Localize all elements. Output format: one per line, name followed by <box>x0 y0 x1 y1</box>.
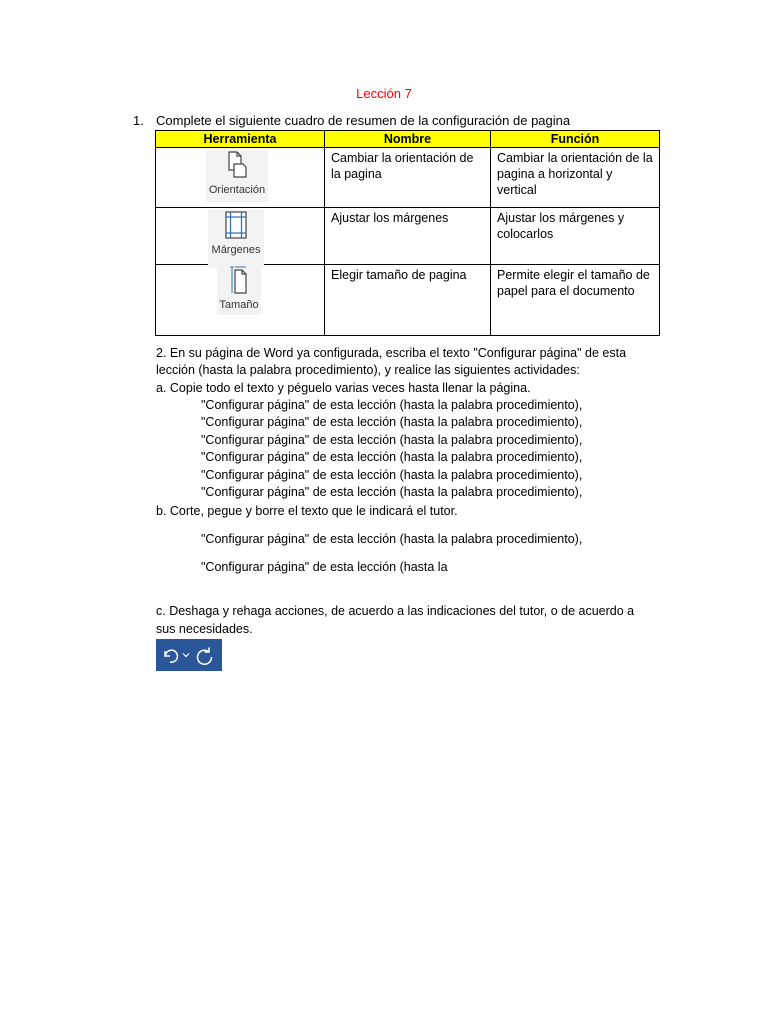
undo-button[interactable] <box>160 639 180 671</box>
name-cell: Ajustar los márgenes <box>325 208 491 265</box>
orientation-label: Orientación <box>208 184 266 196</box>
size-label: Tamaño <box>219 299 259 311</box>
table-row <box>156 148 660 208</box>
header-name: Nombre <box>325 131 491 148</box>
undo-icon <box>161 646 179 664</box>
tool-cell <box>156 265 325 336</box>
item-b-line-1: "Configurar página" de esta lección (hasta la palabra procedimiento), <box>201 532 583 546</box>
item-c-line-2: sus necesidades. <box>156 622 253 636</box>
margins-tool[interactable] <box>208 210 264 268</box>
table-row <box>156 208 660 265</box>
chevron-down-icon <box>182 651 190 659</box>
question-1-number: 1. <box>133 113 144 128</box>
repeated-line: "Configurar página" de esta lección (hasta la palabra procedimiento), <box>201 450 583 464</box>
question-1-text: Complete el siguiente cuadro de resumen de la configuración de pagina <box>156 113 571 128</box>
header-tool: Herramienta <box>156 131 325 148</box>
function-cell: Ajustar los márgenes y colocarlos <box>491 208 660 265</box>
table-header-row <box>156 131 660 148</box>
name-cell: Cambiar la orientación de la pagina <box>325 148 491 208</box>
undo-redo-toolbar <box>156 639 222 671</box>
table-row <box>156 265 660 336</box>
redo-icon <box>195 645 215 665</box>
size-tool[interactable] <box>217 265 261 315</box>
question-2-line-1: 2. En su página de Word ya configurada, escriba el texto "Configurar página" de esta <box>156 346 627 360</box>
repeated-line: "Configurar página" de esta lección (hasta la palabra procedimiento), <box>201 485 583 499</box>
undo-dropdown[interactable] <box>180 639 192 671</box>
repeated-line: "Configurar página" de esta lección (hasta la palabra procedimiento), <box>201 415 583 429</box>
repeated-line: "Configurar página" de esta lección (hasta la palabra procedimiento), <box>201 398 583 412</box>
function-cell: Permite elegir el tamaño de papel para el documento <box>491 265 660 336</box>
function-cell: Cambiar la orientación de la pagina a horizontal y vertical <box>491 148 660 208</box>
orientation-tool[interactable] <box>206 150 268 202</box>
question-2-line-2: lección (hasta la palabra procedimiento), y realice las siguientes actividades: <box>156 363 580 377</box>
margins-label: Márgenes <box>211 244 261 256</box>
repeated-line: "Configurar página" de esta lección (hasta la palabra procedimiento), <box>201 468 583 482</box>
size-icon <box>228 265 250 295</box>
page-title: Lección 7 <box>356 86 412 101</box>
redo-button[interactable] <box>192 639 218 671</box>
item-c-line-1: c. Deshaga y rehaga acciones, de acuerdo a las indicaciones del tutor, o de acuerdo a <box>156 604 635 618</box>
header-function: Función <box>491 131 660 148</box>
item-a: a. Copie todo el texto y péguelo varias veces hasta llenar la página. <box>156 381 531 395</box>
name-cell: Elegir tamaño de pagina <box>325 265 491 336</box>
summary-table <box>155 130 660 336</box>
margins-icon <box>224 210 248 240</box>
tool-cell <box>156 148 325 208</box>
repeated-line: "Configurar página" de esta lección (hasta la palabra procedimiento), <box>201 433 583 447</box>
item-b-line-2: "Configurar página" de esta lección (hasta la <box>201 560 448 574</box>
tool-cell <box>156 208 325 265</box>
orientation-icon <box>226 150 248 180</box>
item-b: b. Corte, pegue y borre el texto que le indicará el tutor. <box>156 504 458 518</box>
